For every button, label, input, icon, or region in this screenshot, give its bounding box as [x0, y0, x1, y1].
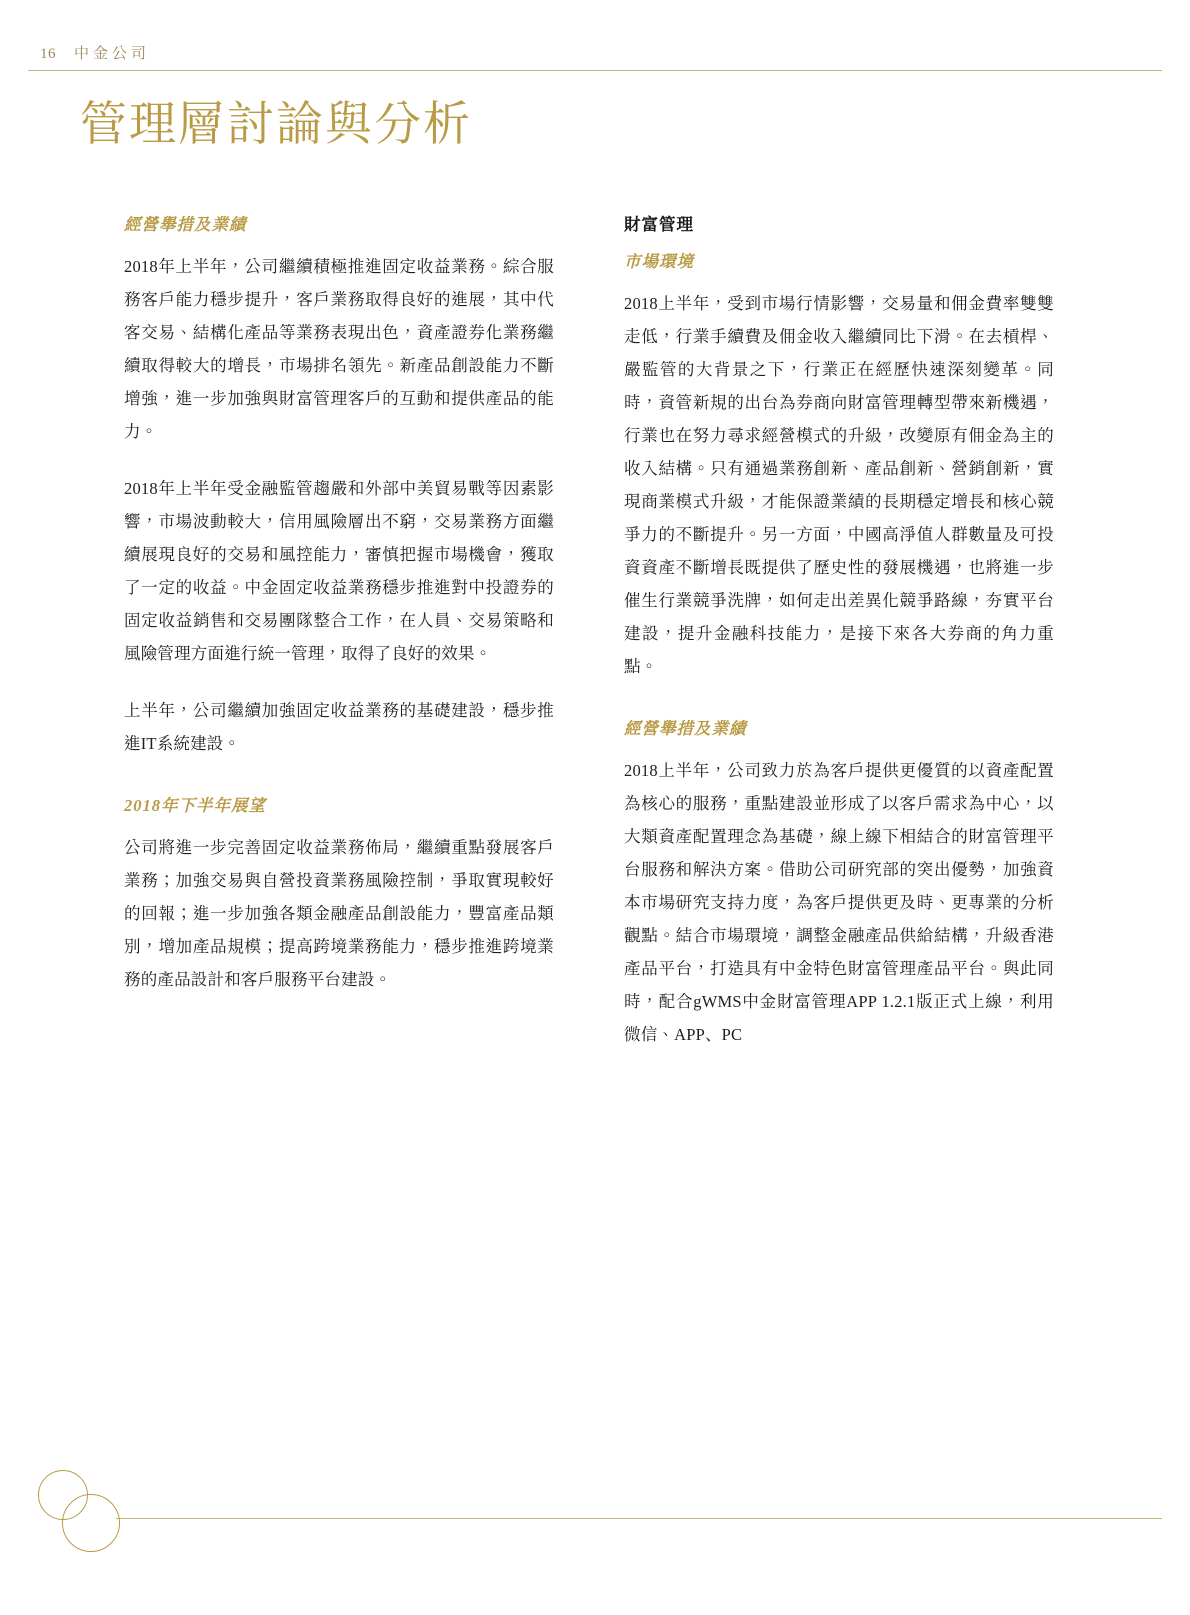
page-header	[0, 42, 1190, 74]
paragraph: 2018上半年，公司致力於為客戶提供更優質的以資產配置為核心的服務，重點建設並形成了以客戶需求為中心，以大類資產配置理念為基礎，線上線下相結合的財富管理平台服務和解決方案。借助公司研究部的突出優勢，加強資本市場研究支持力度，為客戶提供更及時、更專業的分析觀點。結合市場環境，調整金融產品供給結構，升級香港產品平台，打造具有中金特色財富管理產品平台。與此同時，配合gWMS中金財富管理APP 1.2.1版正式上線，利用微信、APP、PC	[624, 761, 1054, 1045]
ornament-ring-icon	[62, 1494, 120, 1552]
company-name: 中金公司	[74, 46, 151, 62]
paragraph: 2018上半年，受到市場行情影響，交易量和佣金費率雙雙走低，行業手續費及佣金收入繼續同比下滑。在去槓桿、嚴監管的大背景之下，行業正在經歷快速深刻變革。同時，資管新規的出台為券商向財富管理轉型帶來新機遇，行業也在努力尋求經營模式的升級，改變原有佣金為主的收入結構。只有通過業務創新、產品創新、營銷創新，實現商業模式升級，才能保證業績的長期穩定增長和核心競爭力的不斷提升。另一方面，中國高淨值人群數量及可投資資產不斷增長既提供了歷史性的發展機遇，也將進一步催生行業競爭洗牌，如何走出差異化競爭路線，夯實平台建設，提升金融科技能力，是接下來各大券商的角力重點。	[624, 294, 1054, 677]
footer-divider	[116, 1518, 1162, 1519]
header-content	[40, 42, 150, 63]
right-section-heading: 財富管理	[624, 215, 694, 234]
right-market-heading: 市場環境	[624, 252, 694, 272]
paragraph: 2018年上半年受金融監管趨嚴和外部中美貿易戰等因素影響，市場波動較大，信用風險層出不窮，交易業務方面繼續展現良好的交易和風控能力，審慎把握市場機會，獲取了一定的收益。中金固定收益業務穩步推進對中投證券的固定收益銷售和交易團隊整合工作，在人員、交易策略和風險管理方面進行統一管理，取得了良好的效果。	[124, 479, 554, 664]
right-column	[624, 213, 1054, 1051]
body-columns	[124, 213, 1054, 1051]
paragraph: 上半年，公司繼續加強固定收益業務的基礎建設，穩步推進IT系統建設。	[124, 701, 554, 754]
header-divider	[28, 70, 1162, 71]
paragraph: 2018年上半年，公司繼續積極推進固定收益業務。綜合服務客戶能力穩步提升，客戶業務取得良好的進展，其中代客交易、結構化產品等業務表現出色，資產證券化業務繼續取得較大的增長，市場排名領先。新產品創設能力不斷增強，進一步加強與財富管理客戶的互動和提供產品的能力。	[124, 257, 554, 442]
paragraph: 公司將進一步完善固定收益業務佈局，繼續重點發展客戶業務；加強交易與自營投資業務風險控制，爭取實現較好的回報；進一步加強各類金融產品創設能力，豐富產品類別，增加產品規模；提高跨境業務能力，穩步推進跨境業務的產品設計和客戶服務平台建設。	[124, 838, 554, 990]
left-outlook-heading: 2018年下半年展望	[124, 796, 266, 816]
right-performance-heading: 經營舉措及業績	[624, 719, 747, 739]
left-column	[124, 213, 554, 1051]
page-title: 管理層討論與分析	[80, 99, 472, 151]
left-section-heading: 經營舉措及業績	[124, 215, 247, 234]
page-number: 16	[40, 46, 56, 62]
